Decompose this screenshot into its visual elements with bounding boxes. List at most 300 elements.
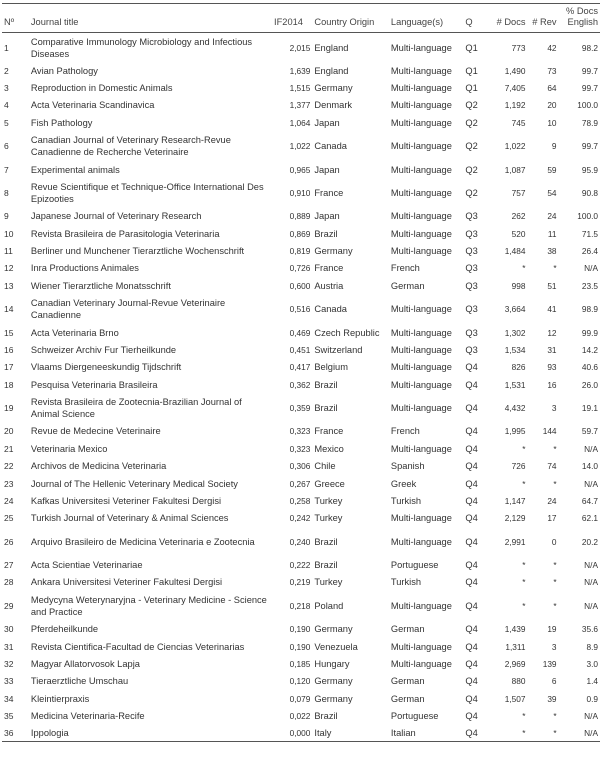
row-number: 36 <box>2 725 29 742</box>
journal-title: Medycyna Weterynaryjna - Veterinary Medicine - Science and Practice <box>30 594 267 617</box>
docs-count: 2,969 <box>504 658 526 669</box>
row-number: 35 <box>4 710 14 721</box>
percent-english: 14.0 <box>581 461 598 472</box>
impact-factor: 0,889 <box>289 211 311 222</box>
rev-count: 9 <box>551 141 557 152</box>
percent-english: 59.7 <box>581 426 598 437</box>
journal-title: Pesquisa Veterinaria Brasileira <box>30 379 158 390</box>
row-number: 5 <box>4 117 9 128</box>
country-origin: Chile <box>314 461 336 472</box>
rev-count: 17 <box>547 513 557 524</box>
language: Multi-language <box>390 83 452 94</box>
percent-english: N/A <box>559 725 600 742</box>
journal-title: Ippologia <box>29 725 272 742</box>
journal-title: Turkish Journal of Veterinary & Animal Sciences <box>30 513 229 524</box>
quartile: Q3 <box>465 304 478 315</box>
country-origin: France <box>314 187 344 198</box>
row-number: 17 <box>4 362 14 373</box>
table-row <box>2 556 600 573</box>
country-origin: Switzerland <box>314 344 363 355</box>
rev-count: 12 <box>547 327 557 338</box>
header-rev: # Rev <box>528 6 559 33</box>
language: Greek <box>390 478 417 489</box>
rev-count: 0 <box>551 536 557 547</box>
quartile: Q4 <box>465 693 478 704</box>
percent-english: N/A <box>584 560 598 571</box>
docs-count: 1,439 <box>504 624 526 635</box>
language: Multi-language <box>390 600 452 611</box>
journal-title: Medicina Veterinaria-Recife <box>30 710 145 721</box>
percent-english: N/A <box>584 600 598 611</box>
impact-factor: 0,222 <box>289 560 311 571</box>
country-origin: Germany <box>314 676 353 687</box>
percent-english: N/A <box>584 443 598 454</box>
row-number: 31 <box>4 641 14 652</box>
journal-title: Vlaams Diergeneeskundig Tijdschrift <box>30 362 182 373</box>
table-row <box>2 208 600 225</box>
rev-count: 144 <box>542 426 557 437</box>
table-row <box>2 114 600 131</box>
table-row <box>2 621 600 638</box>
docs-count: 1,302 <box>504 327 526 338</box>
impact-factor: 1,022 <box>289 141 311 152</box>
table-row <box>2 161 600 178</box>
header-number: Nº <box>2 6 29 33</box>
percent-english: 98.2 <box>581 42 598 53</box>
impact-factor: 0,819 <box>289 246 311 257</box>
journal-title: Revue de Medecine Veterinaire <box>30 426 161 437</box>
percent-english: 26.4 <box>581 246 598 257</box>
table-row <box>2 673 600 690</box>
percent-english: 0.9 <box>586 693 598 704</box>
country-origin: France <box>314 263 344 274</box>
impact-factor: 0,359 <box>289 403 311 414</box>
quartile: Q2 <box>465 141 478 152</box>
quartile: Q1 <box>465 65 478 76</box>
docs-count: 1,534 <box>504 344 526 355</box>
table-row <box>2 725 600 742</box>
docs-count: 1,311 <box>505 641 526 652</box>
header-languages: Language(s) <box>389 6 463 33</box>
docs-count: 1,192 <box>504 100 526 111</box>
country-origin: Germany <box>314 246 353 257</box>
country-origin: Czech Republic <box>314 327 380 338</box>
row-number: 8 <box>4 187 9 198</box>
header-percent-english-line1: % Docs <box>565 6 598 16</box>
rev-count: 139 <box>542 658 557 669</box>
language: German <box>390 280 425 291</box>
impact-factor: 0,323 <box>289 426 311 437</box>
impact-factor: 0,219 <box>289 577 311 588</box>
row-number: 18 <box>4 379 14 390</box>
percent-english: 1.4 <box>586 676 598 687</box>
table-row <box>2 655 600 672</box>
language: Multi-language <box>390 211 452 222</box>
language: Spanish <box>390 461 425 472</box>
percent-english: N/A <box>584 710 598 721</box>
country-origin: Brazil <box>314 403 338 414</box>
country-origin: France <box>314 426 344 437</box>
quartile: Q4 <box>465 710 478 721</box>
rev-count: 41 <box>547 304 557 315</box>
table-row <box>2 393 600 423</box>
language: Multi-language <box>390 443 452 454</box>
table-row <box>2 376 600 393</box>
language: French <box>390 426 420 437</box>
table-row <box>2 492 600 509</box>
impact-factor: 1,064 <box>289 117 311 128</box>
docs-count: 998 <box>511 280 526 291</box>
percent-english: 100.0 <box>577 211 598 222</box>
docs-count: 3,664 <box>504 304 526 315</box>
table-row <box>2 97 600 114</box>
table-row <box>2 440 600 457</box>
table-row <box>2 341 600 358</box>
docs-count: * <box>522 600 526 611</box>
docs-count: * <box>522 577 526 588</box>
quartile: Q4 <box>465 676 478 687</box>
journal-title: Revista Brasileira de Parasitologia Veterinaria <box>30 228 220 239</box>
row-number: 21 <box>4 443 14 454</box>
journal-title: Arquivo Brasileiro de Medicina Veterinaria e Zootecnia <box>30 536 255 547</box>
impact-factor: 0,267 <box>289 478 311 489</box>
quartile: Q3 <box>465 327 478 338</box>
impact-factor: 0,417 <box>289 362 311 373</box>
rev-count: 73 <box>547 65 557 76</box>
docs-count: 7,405 <box>504 83 526 94</box>
country-origin: Denmark <box>314 100 353 111</box>
journal-title: Journal of The Hellenic Veterinary Medical Society <box>30 478 238 489</box>
row-number: 24 <box>4 495 14 506</box>
percent-english: 100.0 <box>577 100 598 111</box>
impact-factor: 0,451 <box>289 344 311 355</box>
impact-factor: 0,190 <box>289 641 311 652</box>
percent-english: 71.5 <box>581 228 598 239</box>
rev-count: 42 <box>547 42 557 53</box>
impact-factor: 0,185 <box>289 658 311 669</box>
country-origin: Canada <box>314 141 347 152</box>
rev-count: * <box>553 560 557 571</box>
table-row <box>2 260 600 277</box>
table-header <box>2 4 600 33</box>
rev-count: 11 <box>547 228 557 239</box>
percent-english: 99.9 <box>581 327 598 338</box>
table-row <box>2 277 600 294</box>
impact-factor: 0,022 <box>289 710 311 721</box>
header-quartile: Q <box>463 6 486 33</box>
docs-count: * <box>486 725 527 742</box>
table-row <box>2 131 600 161</box>
percent-english: 40.6 <box>581 362 598 373</box>
row-number: 10 <box>4 228 14 239</box>
row-number: 1 <box>4 42 9 53</box>
quartile: Q2 <box>465 164 478 175</box>
impact-factor: 0,242 <box>289 513 311 524</box>
country-origin: Venezuela <box>314 641 358 652</box>
country-origin: Brazil <box>314 228 338 239</box>
row-number: 20 <box>4 426 14 437</box>
table-row <box>2 225 600 242</box>
quartile: Q4 <box>465 478 478 489</box>
country-origin: Brazil <box>314 710 338 721</box>
docs-count: 2,991 <box>504 536 526 547</box>
table-row <box>2 638 600 655</box>
journal-title: Tieraerztliche Umschau <box>30 676 129 687</box>
row-number: 29 <box>4 600 14 611</box>
row-number: 13 <box>4 280 14 291</box>
percent-english: 78.9 <box>581 117 598 128</box>
impact-factor: 0,306 <box>289 461 311 472</box>
percent-english: 35.6 <box>581 624 598 635</box>
row-number: 19 <box>4 403 14 414</box>
language: French <box>390 263 420 274</box>
journal-title: Schweizer Archiv Fur Tierheilkunde <box>30 344 177 355</box>
quartile: Q1 <box>465 42 478 53</box>
journal-title: Reproduction in Domestic Animals <box>30 83 173 94</box>
docs-count: 1,022 <box>504 141 526 152</box>
impact-factor: 0,469 <box>289 327 311 338</box>
country-origin: Turkey <box>314 513 343 524</box>
rev-count: 74 <box>547 461 557 472</box>
docs-count: 2,129 <box>504 513 526 524</box>
language: Multi-language <box>390 187 452 198</box>
journal-title: Avian Pathology <box>30 65 98 76</box>
country-origin: Canada <box>314 304 347 315</box>
table-row <box>2 79 600 96</box>
impact-factor: 0,965 <box>289 164 311 175</box>
table-row <box>2 527 600 557</box>
table-row <box>2 707 600 724</box>
quartile: Q4 <box>465 362 478 373</box>
language: Turkish <box>390 577 422 588</box>
language: Multi-language <box>390 117 452 128</box>
country-origin: Hungary <box>314 658 350 669</box>
quartile: Q4 <box>465 443 478 454</box>
percent-english: 99.7 <box>581 65 598 76</box>
journal-title: Revista Cientifica-Facultad de Ciencias Veterinarias <box>30 641 245 652</box>
quartile: Q4 <box>465 513 478 524</box>
docs-count: 745 <box>511 117 526 128</box>
rev-count: 39 <box>547 693 557 704</box>
rev-count: 54 <box>547 187 557 198</box>
table-row <box>2 574 600 591</box>
quartile: Q2 <box>465 117 478 128</box>
rev-count: 51 <box>547 280 557 291</box>
row-number: 3 <box>4 83 9 94</box>
rev-count: 24 <box>547 211 557 222</box>
docs-count: 1,507 <box>504 693 526 704</box>
language: Multi-language <box>390 65 452 76</box>
rev-count: 20 <box>547 100 557 111</box>
rev-count: 64 <box>547 83 557 94</box>
percent-english: 95.9 <box>581 164 598 175</box>
quartile: Q4 <box>465 536 478 547</box>
table-row <box>2 178 600 208</box>
percent-english: N/A <box>584 263 598 274</box>
table-row <box>2 423 600 440</box>
row-number: 11 <box>4 246 13 257</box>
percent-english: 99.7 <box>581 141 598 152</box>
quartile: Q4 <box>463 725 486 742</box>
quartile: Q3 <box>465 211 478 222</box>
language: Multi-language <box>390 141 452 152</box>
language: Multi-language <box>390 379 452 390</box>
journal-title: Fish Pathology <box>30 117 93 128</box>
impact-factor: 1,515 <box>289 83 311 94</box>
language: Multi-language <box>390 228 452 239</box>
row-number: 23 <box>4 478 14 489</box>
language: Multi-language <box>390 42 452 53</box>
impact-factor: 0,869 <box>289 228 311 239</box>
table-row <box>2 62 600 79</box>
rev-count: * <box>553 263 557 274</box>
row-number: 15 <box>4 327 14 338</box>
impact-factor: 0,240 <box>289 536 311 547</box>
row-number: 34 <box>4 693 14 704</box>
impact-factor: 0,218 <box>289 600 311 611</box>
quartile: Q4 <box>465 461 478 472</box>
country-origin: Belgium <box>314 362 348 373</box>
language: German <box>390 624 425 635</box>
row-number: 12 <box>4 263 14 274</box>
language: Italian <box>389 725 463 742</box>
table-row <box>2 510 600 527</box>
row-number: 16 <box>4 344 14 355</box>
impact-factor: 0,190 <box>289 624 311 635</box>
table-row <box>2 475 600 492</box>
journal-title: Wiener Tierarztliche Monatsschrift <box>30 280 171 291</box>
impact-factor: 0,000 <box>272 725 312 742</box>
header-percent-english <box>559 6 600 33</box>
journal-title: Pferdeheilkunde <box>30 624 99 635</box>
language: Multi-language <box>390 327 452 338</box>
language: Multi-language <box>390 164 452 175</box>
quartile: Q3 <box>465 344 478 355</box>
language: Portuguese <box>390 710 439 721</box>
docs-count: 826 <box>511 362 526 373</box>
journal-title: Ankara Universitesi Veteriner Fakultesi Dergisi <box>30 577 223 588</box>
language: Multi-language <box>390 100 452 111</box>
row-number: 25 <box>4 513 14 524</box>
quartile: Q4 <box>465 379 478 390</box>
impact-factor: 0,323 <box>289 443 311 454</box>
quartile: Q4 <box>465 658 478 669</box>
language: German <box>390 693 425 704</box>
percent-english: 62.1 <box>581 513 598 524</box>
percent-english: 64.7 <box>581 495 598 506</box>
rev-count: 3 <box>551 403 557 414</box>
language: Multi-language <box>390 304 452 315</box>
docs-count: * <box>522 443 526 454</box>
quartile: Q2 <box>465 187 478 198</box>
rev-count: * <box>553 600 557 611</box>
docs-count: * <box>522 263 526 274</box>
docs-count: * <box>522 560 526 571</box>
table-row <box>2 458 600 475</box>
percent-english: 98.9 <box>581 304 598 315</box>
country-origin: Poland <box>314 600 344 611</box>
row-number: 30 <box>4 624 14 635</box>
row-number: 4 <box>4 100 9 111</box>
impact-factor: 0,600 <box>289 280 311 291</box>
quartile: Q4 <box>465 624 478 635</box>
row-number: 22 <box>4 461 14 472</box>
impact-factor: 0,258 <box>289 495 311 506</box>
rev-count: 19 <box>547 624 557 635</box>
quartile: Q4 <box>465 403 478 414</box>
header-docs: # Docs <box>486 6 527 33</box>
journal-title: Experimental animals <box>30 164 120 175</box>
table-body <box>2 33 600 742</box>
language: Turkish <box>390 495 422 506</box>
docs-count: 757 <box>511 187 526 198</box>
percent-english: 23.5 <box>581 280 598 291</box>
quartile: Q3 <box>465 228 478 239</box>
country-origin: Turkey <box>314 495 343 506</box>
quartile: Q4 <box>465 641 478 652</box>
quartile: Q3 <box>465 263 478 274</box>
impact-factor: 0,726 <box>289 263 311 274</box>
country-origin: Italy <box>312 725 389 742</box>
journal-title: Kleintierpraxis <box>30 693 90 704</box>
docs-count: 1,147 <box>504 495 526 506</box>
impact-factor: 1,639 <box>289 65 311 76</box>
impact-factor: 0,120 <box>289 676 311 687</box>
docs-count: 1,490 <box>504 65 526 76</box>
country-origin: Greece <box>314 478 345 489</box>
row-number: 32 <box>4 658 14 669</box>
country-origin: England <box>314 42 349 53</box>
header-row <box>2 6 600 33</box>
country-origin: England <box>314 65 349 76</box>
journal-title: Magyar Allatorvosok Lapja <box>30 658 140 669</box>
journal-title: Kafkas Universitesi Veteriner Fakultesi Dergisi <box>30 495 222 506</box>
language: Multi-language <box>390 536 452 547</box>
rev-count: 59 <box>547 164 557 175</box>
country-origin: Mexico <box>314 443 344 454</box>
language: Multi-language <box>390 403 452 414</box>
rev-count: * <box>553 577 557 588</box>
percent-english: N/A <box>584 478 598 489</box>
rev-count: 10 <box>547 117 557 128</box>
row-number: 6 <box>4 141 9 152</box>
language: German <box>390 676 425 687</box>
quartile: Q4 <box>465 600 478 611</box>
quartile: Q4 <box>465 577 478 588</box>
docs-count: 773 <box>511 42 526 53</box>
row-number: 27 <box>4 560 14 571</box>
docs-count: 880 <box>511 676 526 687</box>
row-number: 28 <box>4 577 14 588</box>
docs-count: 1,995 <box>504 426 526 437</box>
language: Multi-language <box>390 344 452 355</box>
row-number: 14 <box>4 304 14 315</box>
journal-title: Berliner und Munchener Tierarztliche Wochenschrift <box>30 246 245 257</box>
table-row <box>2 33 600 63</box>
journal-title: Canadian Journal of Veterinary Research-Revue Canadienne de Recherche Veterinaire <box>30 135 231 158</box>
language: Multi-language <box>390 641 452 652</box>
docs-count: 726 <box>511 461 526 472</box>
journal-title: Canadian Veterinary Journal-Revue Veterinaire Canadienne <box>30 298 226 321</box>
docs-count: * <box>522 710 526 721</box>
row-number: 7 <box>4 164 9 175</box>
rev-count: * <box>553 478 557 489</box>
table-row <box>2 242 600 259</box>
impact-factor: 2,015 <box>289 42 311 53</box>
journal-title: Acta Veterinaria Brno <box>30 327 119 338</box>
quartile: Q3 <box>465 280 478 291</box>
country-origin: Brazil <box>314 536 338 547</box>
